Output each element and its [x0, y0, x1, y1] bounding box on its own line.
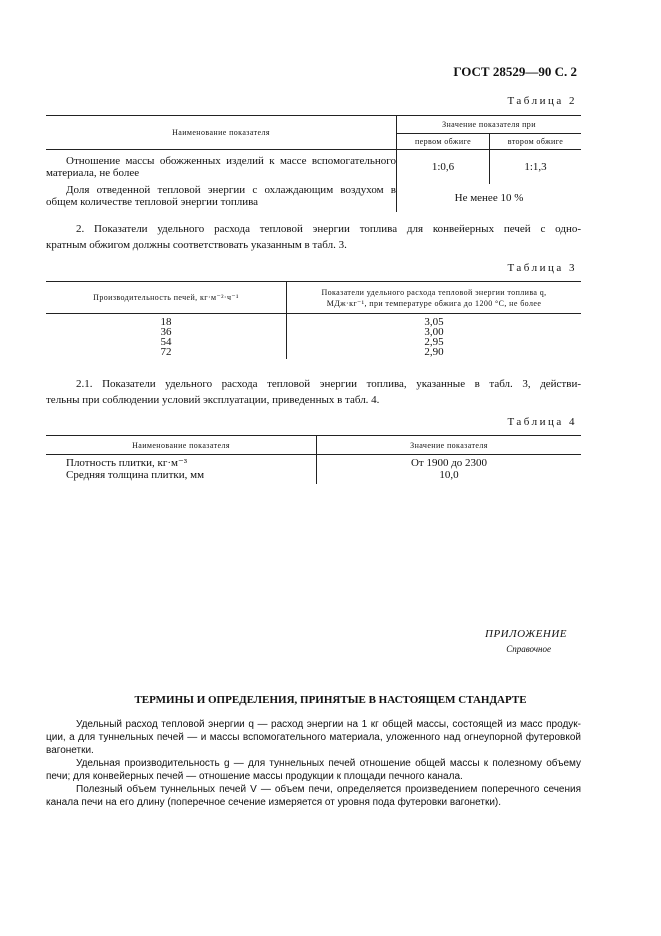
- table2-sub-first: первом обжиге: [397, 134, 490, 150]
- table2-row1-name: [46, 150, 397, 185]
- terms-heading: ТЕРМИНЫ И ОПРЕДЕЛЕНИЯ, ПРИНЯТЫЕ В НАСТОЯЩЕМ СТАНДАРТЕ: [134, 694, 527, 706]
- table2-col-name: Наименование показателя: [46, 116, 397, 150]
- table4-row2-value: 10,0: [439, 469, 459, 481]
- terms-paragraph-2: [46, 757, 581, 783]
- terms-p1-line3: вагонетки.: [46, 745, 94, 756]
- appendix-subtitle: Справочное: [506, 644, 551, 654]
- table3-col2-line2: МДж·кг⁻¹, при температуре обжига до 1200 °С, не более: [326, 298, 542, 308]
- table2-row1-name-line1: Отношение массы обожженных изделий к массе вспомогательного: [66, 155, 396, 167]
- terms-p2-line2: печи; для конвейерных печей — отношение массы продукции к площади печного канала.: [46, 771, 463, 782]
- table-row: [46, 469, 581, 484]
- table3-row3-a: 54: [46, 337, 287, 347]
- terms-p3-line2: канала печи на его длину (поперечное сечение измеряется от уровня пода футеровки вагонетки).: [46, 797, 502, 808]
- table-row: [46, 327, 581, 337]
- table3-row2-a: 36: [46, 327, 287, 337]
- table2-col-value: Значение показателя при: [397, 116, 582, 134]
- table-row: [46, 347, 581, 359]
- table2-row2-name: [46, 184, 397, 212]
- table4-caption: Таблица 4: [507, 416, 577, 428]
- table4-row1-value: От 1900 до 2300: [410, 457, 488, 469]
- table-row: [46, 184, 581, 212]
- table3-row1-b: 3,05: [424, 316, 444, 328]
- document-header: ГОСТ 28529—90 С. 2: [453, 64, 577, 79]
- table-row: [46, 337, 581, 347]
- table4-col1: Наименование показателя: [46, 436, 317, 455]
- table3-row3-b: 2,95: [424, 336, 444, 348]
- appendix-title: ПРИЛОЖЕНИЕ: [485, 628, 567, 640]
- table3-caption: Таблица 3: [507, 262, 577, 274]
- terms-paragraph-3: [46, 783, 581, 809]
- table2-row1-name-line2: материала, не более: [46, 167, 140, 179]
- table2-row2-name-line2: общем количестве тепловой энергии топлива: [46, 196, 259, 208]
- terms-p1-line1: Удельный расход тепловой энергии q — расход энергии на 1 кг общей массы, состоящей из масс продук-: [76, 719, 581, 730]
- table4: [46, 435, 581, 484]
- table-row: [46, 314, 581, 328]
- table3: [46, 281, 581, 359]
- table2-row1-second: 1:1,3: [524, 161, 547, 173]
- table2-caption: Таблица 2: [507, 95, 577, 107]
- paragraph-2-line1: 2. Показатели удельного расхода тепловой энергии топлива для конвейерных печей с одно-: [76, 223, 581, 235]
- table2-row2-name-line1: Доля отведенной тепловой энергии с охлаждающим воздухом в: [66, 184, 396, 196]
- terms-p1-line2: ции, а для туннельных печей — и массы вспомогательного материала, уложенного над огнеупорной футеровкой: [46, 732, 581, 743]
- paragraph-2-line2: кратным обжигом должны соответствовать указанным в табл. 3.: [46, 239, 347, 251]
- terms-p2-line1: Удельная производительность g — для туннельных печей отношение общей массы к полезному объему: [76, 758, 581, 769]
- terms-paragraph-1: [46, 718, 581, 757]
- table3-row1-a: 18: [46, 314, 287, 328]
- table3-row2-b: 3,00: [424, 326, 444, 338]
- table3-row4-b: 2,90: [424, 346, 444, 358]
- table2: [46, 115, 581, 212]
- table4-row1-name: Плотность плитки, кг·м⁻³: [46, 455, 317, 470]
- paragraph-2-1-line2: тельны при соблюдении условий эксплуатации, приведенных в табл. 4.: [46, 394, 380, 406]
- table3-row4-a: 72: [46, 347, 287, 359]
- table-row: [46, 455, 581, 470]
- paragraph-2: [46, 221, 581, 253]
- table4-col2: Значение показателя: [317, 436, 582, 455]
- paragraph-2-1-line1: 2.1. Показатели удельного расхода тепловой энергии топлива, указанные в табл. 3, действи-: [76, 378, 581, 390]
- table3-col2-line1: Показатели удельного расхода тепловой энергии топлива q,: [321, 287, 547, 297]
- table2-row1-first: 1:0,6: [397, 150, 490, 185]
- paragraph-2-1: [46, 376, 581, 408]
- terms-p3-line1: Полезный объем туннельных печей V — объем печи, определяется произведением поперечного сечения: [76, 784, 581, 795]
- table3-col2: [287, 282, 582, 314]
- table2-row2-merged: Не менее 10 %: [454, 192, 524, 204]
- table4-row2-name: Средняя толщина плитки, мм: [46, 469, 317, 484]
- table3-col1: Производительность печей, кг·м⁻²·ч⁻¹: [46, 282, 287, 314]
- table2-sub-second: втором обжиге: [490, 134, 582, 150]
- table-row: [46, 150, 581, 185]
